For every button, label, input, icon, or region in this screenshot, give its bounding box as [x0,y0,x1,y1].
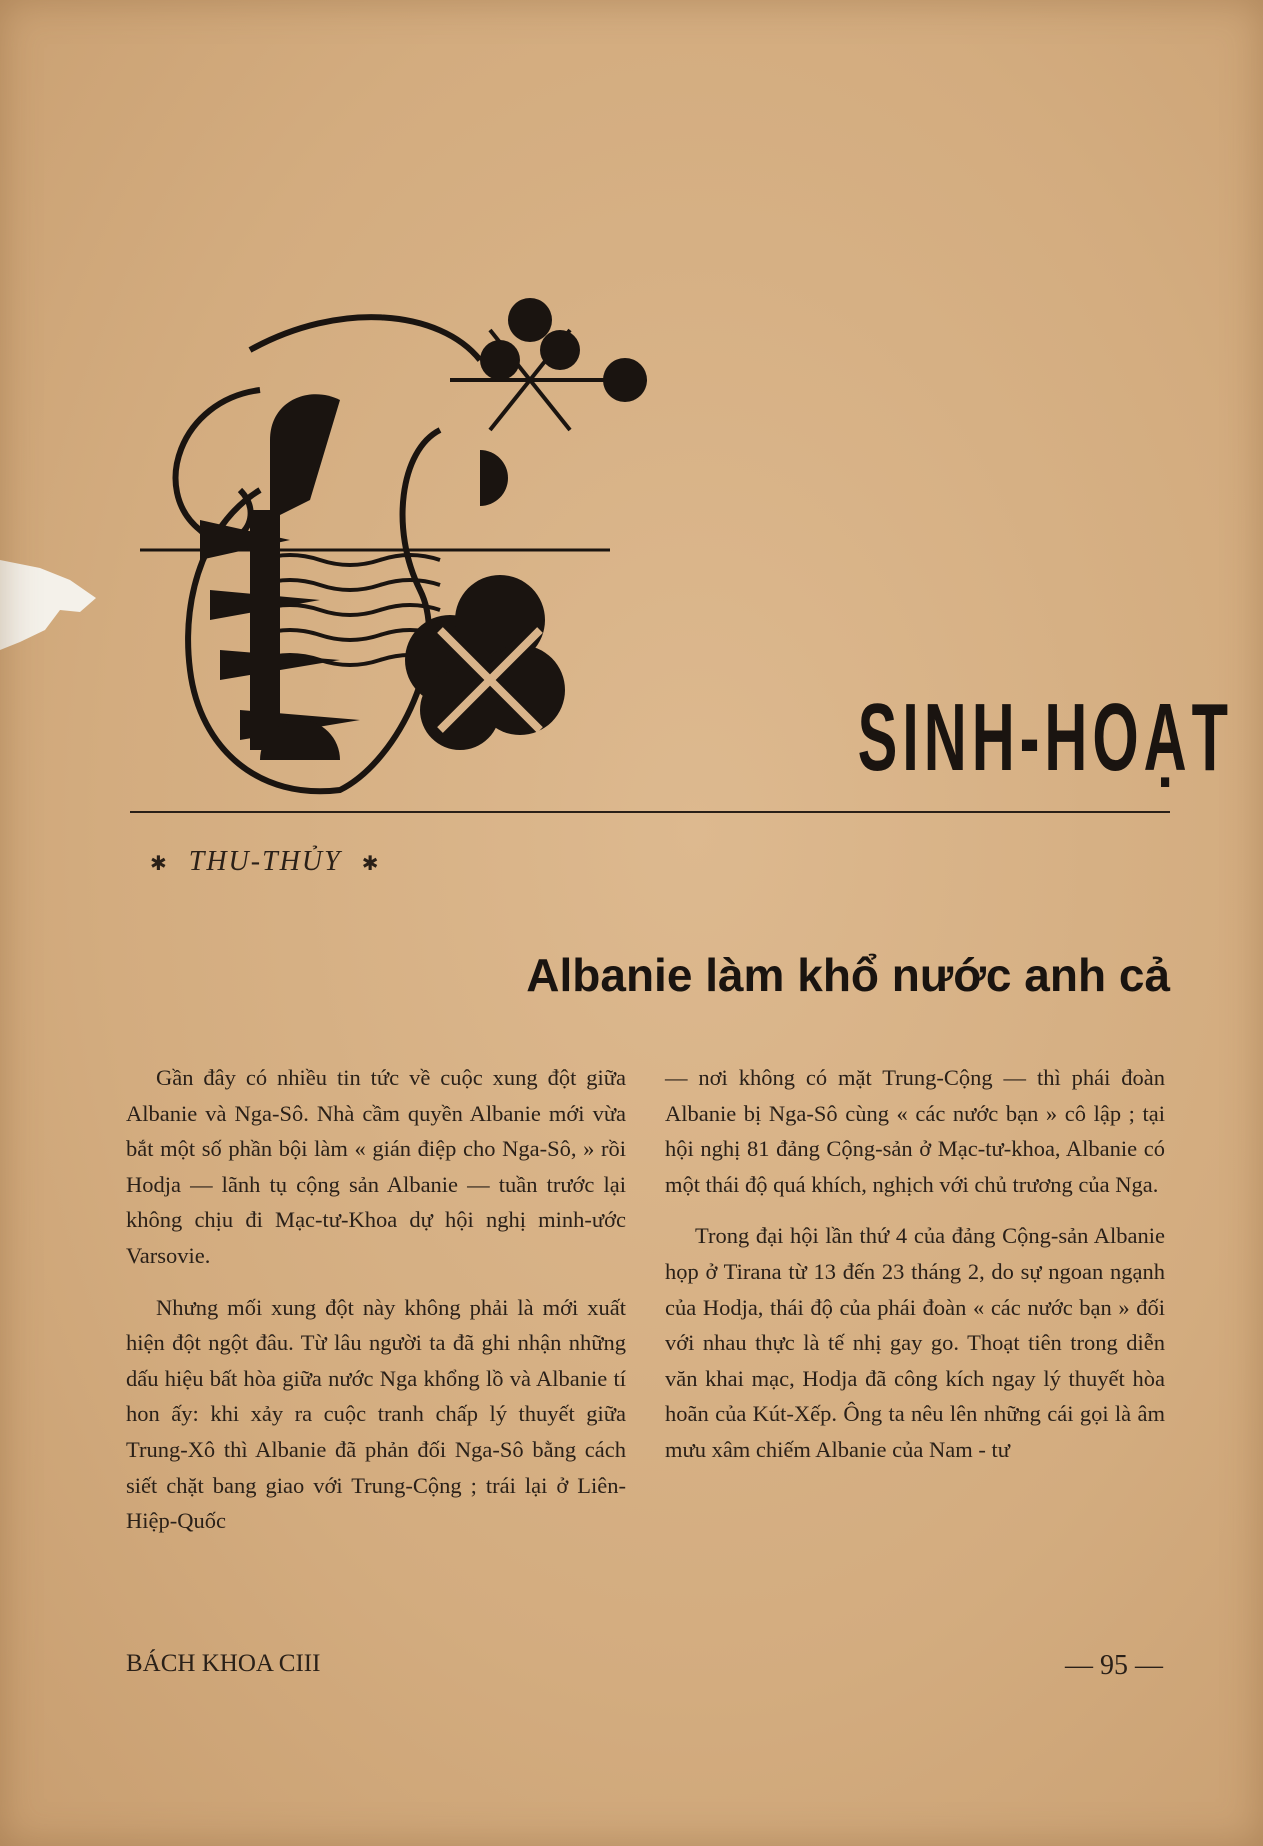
star-icon: ✱ [361,853,381,875]
publication-name: BÁCH KHOA CIII [126,1650,321,1677]
page-number: — 95 — [1065,1650,1163,1681]
paragraph: Nhưng mối xung đột này không phải là mới xuất hiện đột ngột đâu. Từ lâu người ta đã ghi nhận những dấu hiệu bất hòa giữa nước Nga khổng lồ và Albanie tí hon ấy: khi xảy ra cuộc tranh chấp lý thuyết giữa Trung-Xô thì Albanie đã phản đối Nga-Sô bằng cách siết chặt bang giao với Trung-Cộng ; trái lại ở Liên-Hiệp-Quốc [126,1294,626,1534]
right-column [665,1060,1165,1468]
horizontal-rule [130,811,1170,813]
paragraph: Trong đại hội lần thứ 4 của đảng Cộng-sản Albanie họp ở Tirana từ 13 đến 23 tháng 2, do sự ngoan ngạnh của Hodja, thái độ của phái đoàn « các nước bạn » đối với nhau thực là tế nhị gay go. Thoạt tiên trong diễn văn khai mạc, Hodja đã công kích ngay lý thuyết hòa hoãn của Kút-Xếp. Ông ta nêu lên những cái gọi là âm mưu xâm chiếm Albanie của Nam - tư [665,1223,1165,1462]
byline [130,846,400,878]
paragraph: Gần đây có nhiều tin tức về cuộc xung đột giữa Albanie và Nga-Sô. Nhà cầm quyền Albanie mới vừa bắt một số phần bội làm « gián điệp cho Nga-Sô, » rồi Hodja — lãnh tụ cộng sản Albanie — tuần trước lại không chịu đi Mạc-tư-Khoa dự hội nghị minh-ước Varsovie. [126,1065,626,1268]
author-name: THU-THỦY [188,846,342,877]
article-title: Albanie làm khổ nước anh cả [526,949,1170,1001]
paragraph: — nơi không có mặt Trung-Cộng — thì phái đoàn Albanie bị Nga-Sô cùng « các nước bạn » cô lập ; tại hội nghị 81 đảng Cộng-sản ở Mạc-tư-khoa, Albanie có một thái độ quá khích, nghịch với chủ trương của Nga. [665,1065,1165,1197]
section-title: SINH-HOẠT [857,684,1233,791]
star-icon: ✱ [150,853,169,875]
left-column [126,1060,626,1539]
decorative-illustration [140,290,650,810]
torn-edge [0,560,100,650]
